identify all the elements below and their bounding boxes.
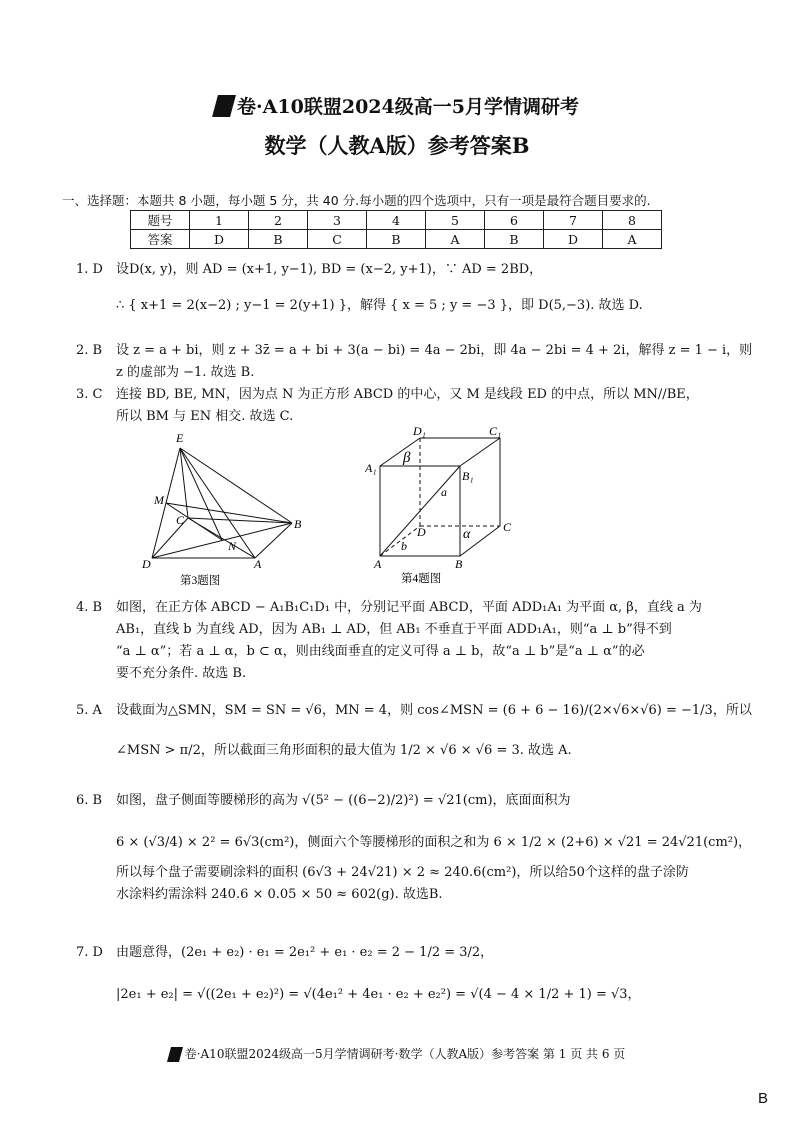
version-mark: B <box>757 1090 768 1107</box>
table-cell: 5 <box>426 211 485 230</box>
question-number: 6. B <box>76 793 103 808</box>
fig4-label: C <box>503 520 512 534</box>
question-7 <box>76 942 641 1006</box>
question-text: 连接 BD, BE, MN，因为点 N 为正方形 ABCD 的中心，又 M 是线段 ED 的中点，所以 MN//BE， <box>116 387 699 402</box>
question-text: AB₁，直线 b 为直线 AD，因为 AB₁ ⊥ AD，但 AB₁ 不垂直于平面 ADD₁A₁，则“a ⊥ b”得不到 <box>116 622 672 637</box>
fig4-label: B₁ <box>462 469 474 483</box>
question-text: 设D(x, y)，则 AD = (x+1, y−1), BD = (x−2, y+1)，∵ AD = 2BD， <box>116 262 543 277</box>
table-cell: C <box>308 230 367 249</box>
table-cell: 3 <box>308 211 367 230</box>
question-number: 4. B <box>76 600 103 615</box>
fig3-label: A <box>254 557 262 571</box>
fig3-label: N <box>228 539 237 553</box>
fig3-caption: 第3题图 <box>180 575 221 587</box>
document-subtitle: 数学（人教A版）参考答案B <box>264 133 530 158</box>
question-text: 如图，盘子侧面等腰梯形的高为 √(5² − ((6−2)/2)²) = √21(cm)，底面面积为 <box>116 793 571 808</box>
table-cell: B <box>367 230 426 249</box>
fig4-label: b <box>401 539 407 553</box>
question-2 <box>76 340 752 384</box>
fig3-label: B <box>294 517 302 531</box>
figure-3 <box>140 428 310 588</box>
question-3 <box>76 384 699 428</box>
table-cell: 4 <box>367 211 426 230</box>
table-cell: A <box>426 230 485 249</box>
question-text: 6 × (√3/4) × 2² = 6√3(cm²)，侧面六个等腰梯形的面积之和为 6 × 1/2 × (2+6) × √21 = 24√21(cm²)， <box>116 835 752 850</box>
question-text: 所以每个盘子需要刷涂料的面积 (6√3 + 24√21) × 2 ≈ 240.6(cm²)，所以给50个这样的盘子涂防 <box>116 865 689 880</box>
question-number: 7. D <box>76 945 103 960</box>
fig3-label: C <box>176 513 185 527</box>
question-number: 1. D <box>76 262 103 277</box>
fig4-label: a <box>441 485 447 499</box>
fig4-label: β <box>403 450 411 466</box>
table-cell: A <box>603 230 662 249</box>
question-text: 设 z = a + bi，则 z + 3z̄ = a + bi + 3(a − bi) = 4a − 2bi，即 4a − 2bi = 4 + 2i，解得 z = 1 − i，则 <box>116 343 753 358</box>
table-header-cell: 题号 <box>131 211 190 230</box>
question-text: ∠MSN > π/2，所以截面三角形面积的最大值为 1/2 × √6 × √6 = 3. 故选 A. <box>116 743 572 758</box>
table-cell: 1 <box>190 211 249 230</box>
table-cell: 6 <box>485 211 544 230</box>
fig4-label: A₁ <box>365 461 377 475</box>
fig3-label: M <box>154 493 164 507</box>
fig4-label: B <box>455 557 463 571</box>
fig4-caption: 第4题图 <box>401 573 442 585</box>
table-cell: 7 <box>544 211 603 230</box>
table-cell: D <box>544 230 603 249</box>
fig4-label: A <box>374 557 382 571</box>
logo-icon <box>212 95 236 117</box>
fig4-label: α <box>463 527 471 542</box>
question-1 <box>76 259 643 317</box>
question-number: 2. B <box>76 343 103 358</box>
table-cell: 2 <box>249 211 308 230</box>
fig4-label: D₁ <box>413 426 426 438</box>
figure-4 <box>365 426 525 586</box>
table-cell: B <box>485 230 544 249</box>
question-6 <box>76 790 751 906</box>
question-5 <box>76 700 752 762</box>
question-text: 要不充分条件. 故选 B. <box>116 666 247 681</box>
question-text: 由题意得，(2e₁ + e₂) · e₁ = 2e₁² + e₁ · e₂ = 2 − 1/2 = 3/2， <box>116 945 494 960</box>
question-text: 设截面为△SMN，SM = SN = √6，MN = 4，则 cos∠MSN = (6 + 6 − 16)/(2×√6×√6) = −1/3，所以 <box>116 703 752 718</box>
table-cell: 8 <box>603 211 662 230</box>
table-cell: B <box>249 230 308 249</box>
table-cell: D <box>190 230 249 249</box>
question-text: 所以 BM 与 EN 相交. 故选 C. <box>116 409 294 424</box>
table-header-cell: 答案 <box>131 230 190 249</box>
fig4-label: D <box>417 525 426 539</box>
question-text: ∴ { x+1 = 2(x−2) ; y−1 = 2(y+1) }，解得 { x = 5 ; y = −3 }，即 D(5,−3). 故选 D. <box>116 298 643 313</box>
fig4-label: C₁ <box>489 426 502 438</box>
logo-icon <box>167 1047 183 1062</box>
question-text: z 的虚部为 −1. 故选 B. <box>116 365 255 380</box>
question-number: 5. A <box>76 703 102 718</box>
question-text: “a ⊥ α”；若 a ⊥ α，b ⊂ α，则由线面垂直的定义可得 a ⊥ b，故“a ⊥ b”是“a ⊥ α”的必 <box>116 644 645 659</box>
question-text: |2e₁ + e₂| = √((2e₁ + e₂)²) = √(4e₁² + 4e₁ · e₂ + e₂²) = √(4 − 4 × 1/2 + 1) = √3， <box>116 987 641 1002</box>
question-text: 水涂料约需涂料 240.6 × 0.05 × 50 ≈ 602(g). 故选B. <box>116 887 443 902</box>
fig3-label: E <box>176 431 184 445</box>
table-row <box>131 230 662 249</box>
answer-table <box>130 210 662 249</box>
document-title: 卷·A10联盟2024级高一5月学情调研考 <box>0 92 794 119</box>
fig3-label: D <box>142 557 151 571</box>
page-footer: 卷·A10联盟2024级高一5月学情调研考·数学（人教A版）参考答案 第 1 页 共 6 页 <box>0 1045 794 1062</box>
section-heading: 一、选择题：本题共 8 小题，每小题 5 分，共 40 分.每小题的四个选项中，只有一项是最符合题目要求的. <box>62 193 651 208</box>
question-4 <box>76 597 702 685</box>
question-number: 3. C <box>76 387 103 402</box>
question-text: 如图，在正方体 ABCD − A₁B₁C₁D₁ 中，分别记平面 ABCD，平面 ADD₁A₁ 为平面 α, β，直线 a 为 <box>116 600 702 615</box>
table-row <box>131 211 662 230</box>
